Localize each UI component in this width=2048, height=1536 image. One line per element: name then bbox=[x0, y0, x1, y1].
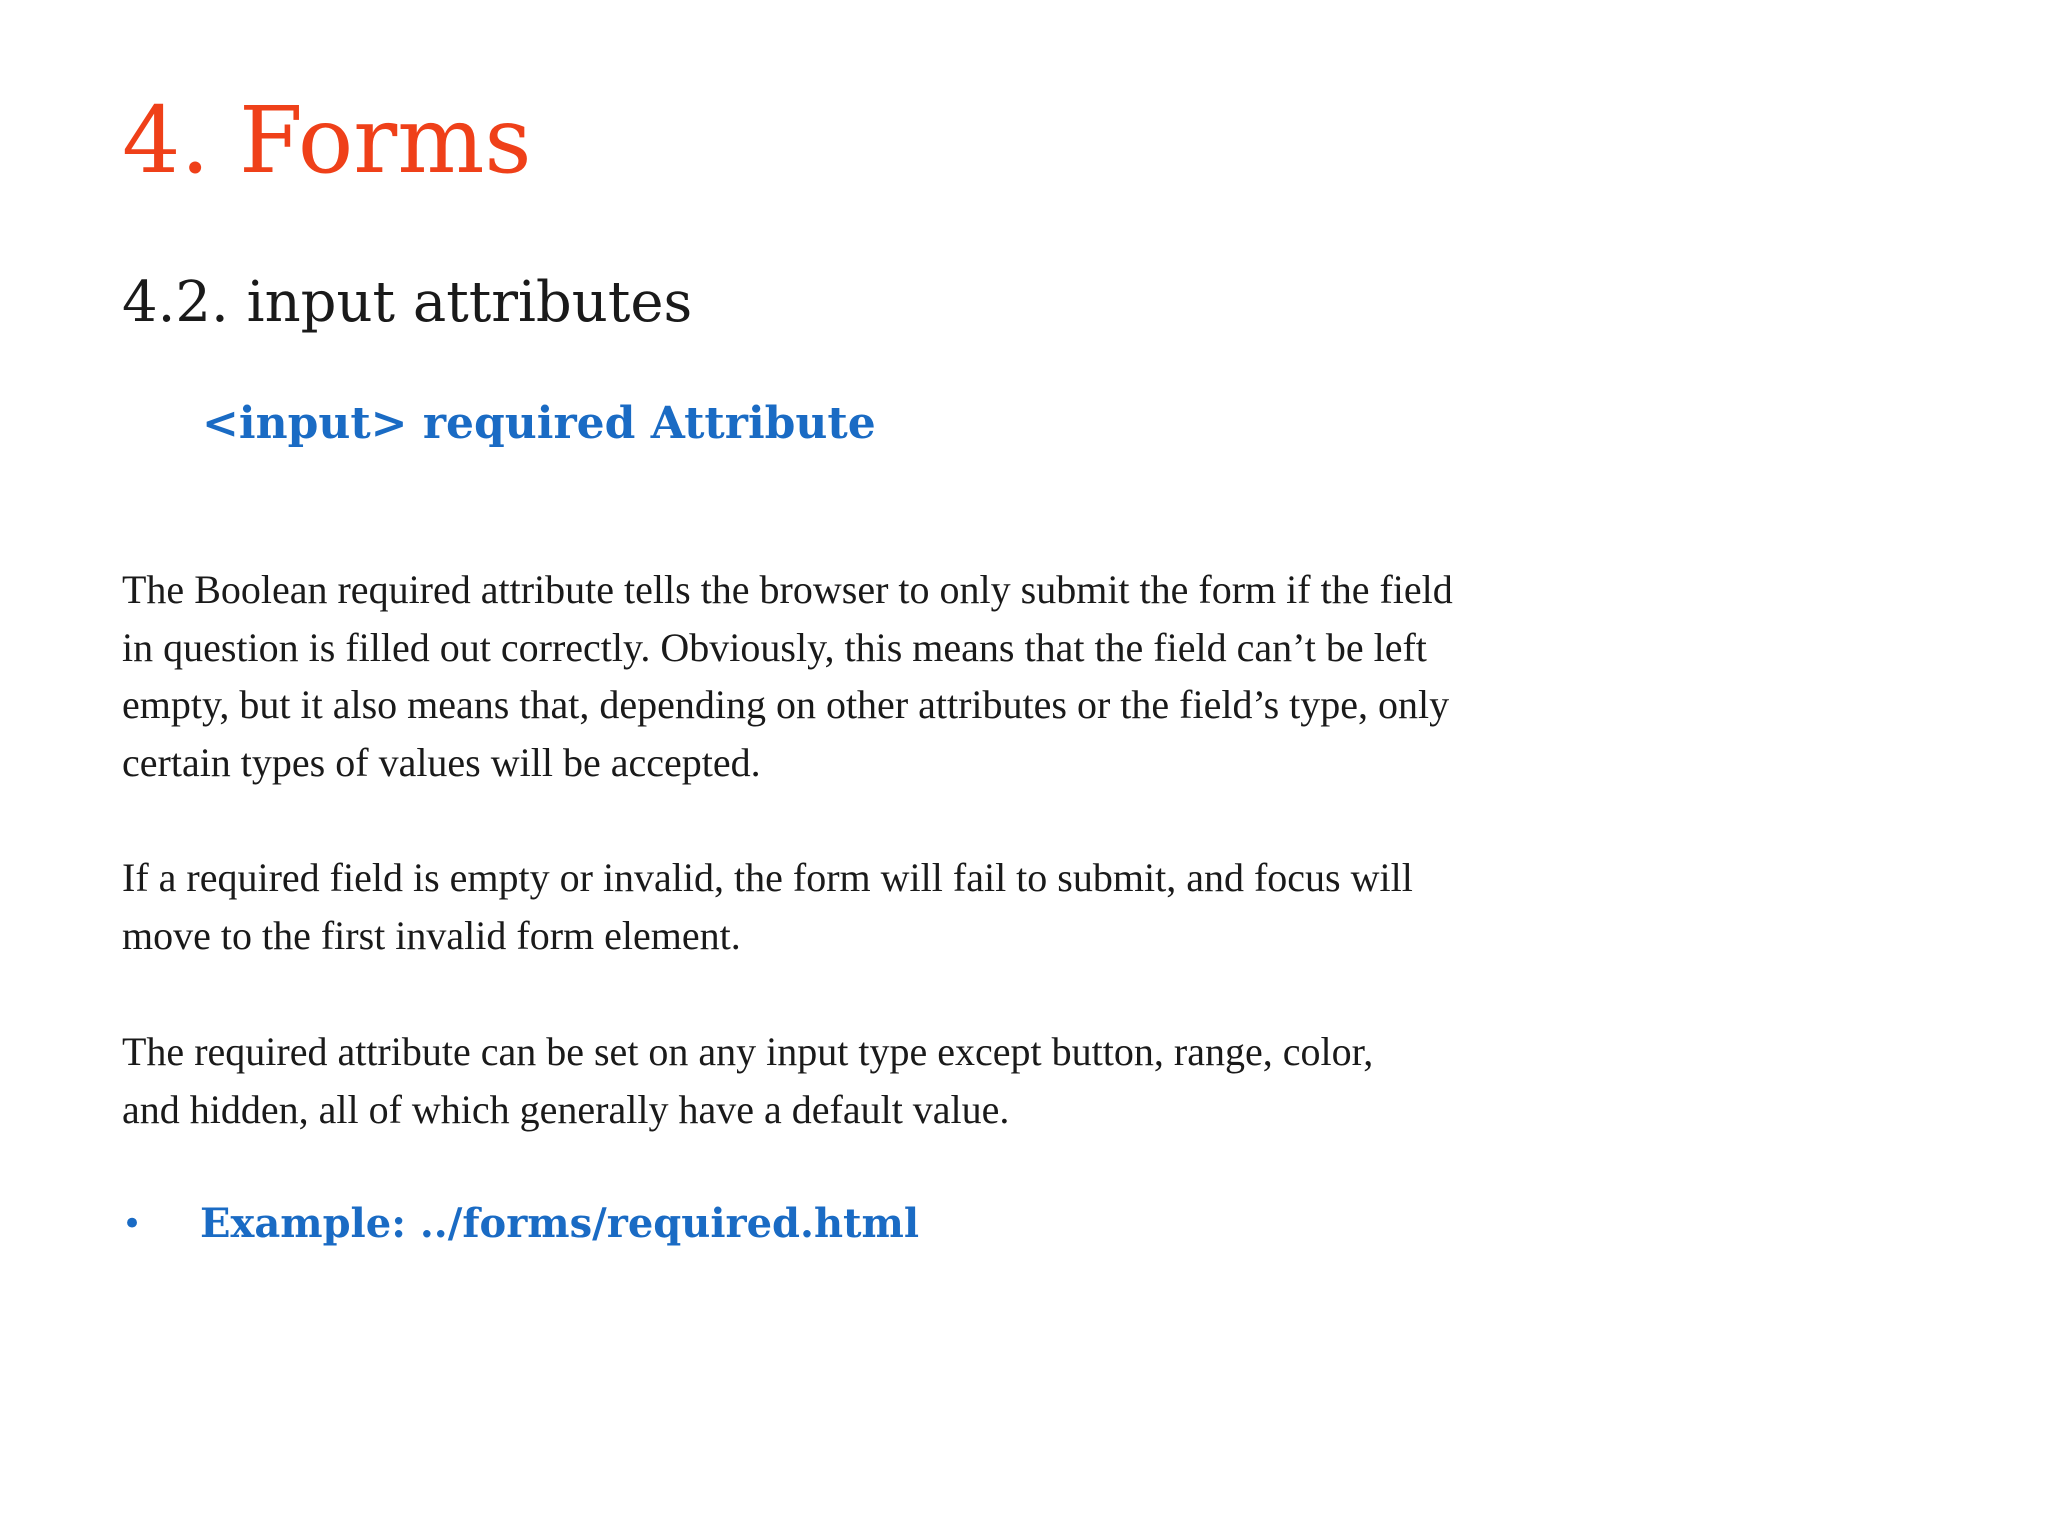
input-required-attribute-link[interactable]: <input> required Attribute bbox=[202, 398, 876, 449]
paragraph-line: in question is filled out correctly. Obviously, this means that the field can’t be left bbox=[122, 624, 1427, 670]
bullet-marker: • bbox=[122, 1204, 143, 1244]
example-list-item bbox=[122, 1194, 919, 1254]
paragraph-required-description bbox=[122, 561, 1642, 791]
paragraph-line: move to the first invalid form element. bbox=[122, 912, 741, 958]
paragraph-line: empty, but it also means that, depending on other attributes or the field’s type, only bbox=[122, 682, 1450, 727]
section-subtitle: 4.2. input attributes bbox=[122, 270, 693, 335]
example-link[interactable]: Example: ../forms/required.html bbox=[200, 1200, 920, 1247]
paragraph-line: If a required field is empty or invalid, the form will fail to submit, and focus will bbox=[122, 855, 1413, 900]
paragraph-line: The Boolean required attribute tells the browser to only submit the form if the field bbox=[122, 567, 1453, 612]
slide-title: 4. Forms bbox=[122, 87, 532, 194]
paragraph-line: certain types of values will be accepted. bbox=[122, 739, 761, 785]
paragraph-invalid-behavior bbox=[122, 849, 1642, 964]
paragraph-line: The required attribute can be set on any input type except button, range, color, bbox=[122, 1029, 1374, 1074]
paragraph-input-types bbox=[122, 1023, 1642, 1138]
paragraph-line: and hidden, all of which generally have a default value. bbox=[122, 1086, 1010, 1132]
